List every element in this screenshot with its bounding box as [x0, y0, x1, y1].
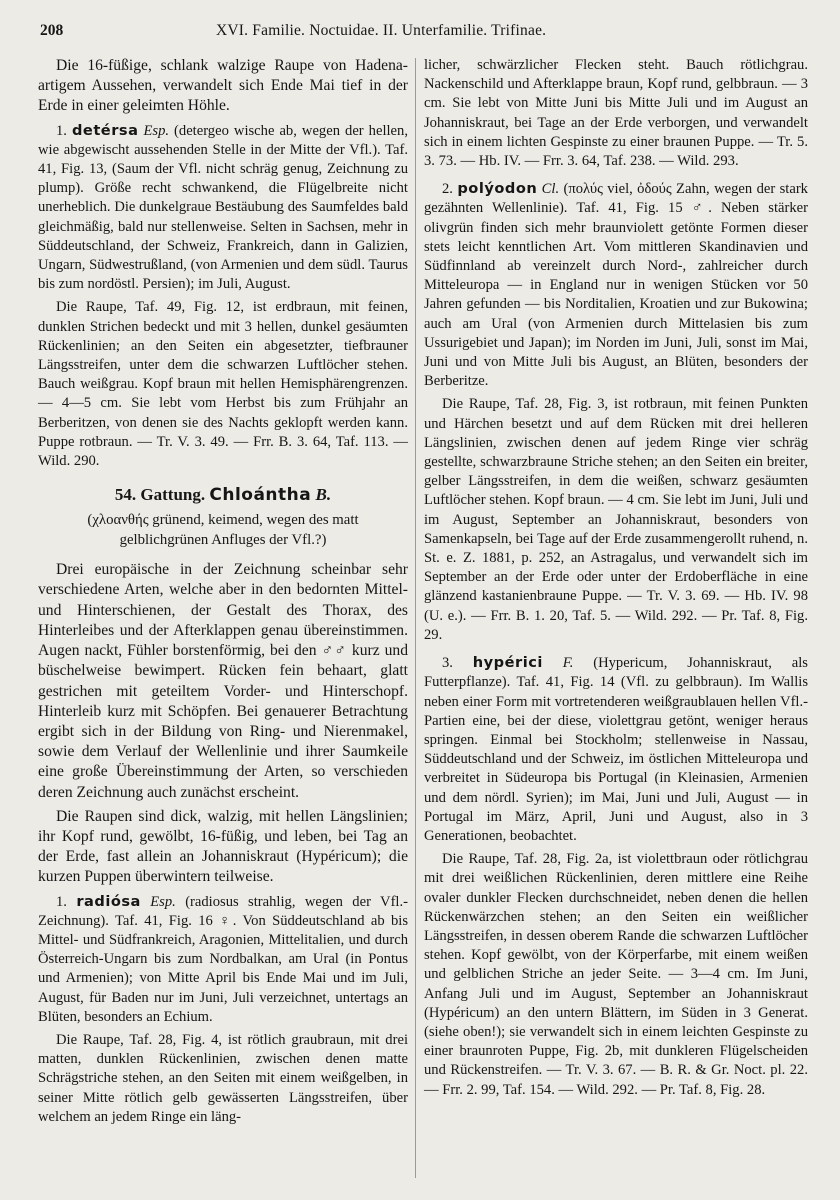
- species-author: Cl.: [541, 181, 560, 198]
- column-divider: [415, 58, 416, 1178]
- species-number: 3.: [442, 655, 453, 672]
- larva-paragraph-polyodon: Die Raupe, Taf. 28, Fig. 3, ist rotbraun, mit feinen Punkten und Härchen besetzt und auf dem Rücken mit drei helleren Längslinien, zwischen denen auf jedem Ringe vier schräg gestellte, schwarzbraune Striche stehen; an den Seiten ein breiter, gelber Längsstreifen, in dem die weißen, schwarz gesäumten Luftlöcher stehen. Kopf braun. — 4 cm. Sie lebt im Juni, Juli und im August, September an Johanniskraut, besonders von Samenkapseln, bei Tage auf der Erde zusammengerollt ruhend, n. St. e. Z. 1881, p. 252, an Astragalus, und verwandelt sich im September an der Erde oder unter der Erdoberfläche in eine glänzend kastanienbraune Puppe. — Tr. V. 3. 69. — Hb. IV. 98 (U. e.). — Frr. B. 1. 20, Taf. 5. — Wild. 292. — Pr. Taf. 8, Fig. 29.: [424, 396, 808, 643]
- species-entry-hyperici: [424, 653, 808, 846]
- genus-name: Chloántha: [209, 485, 312, 506]
- genus-author: B.: [315, 485, 332, 505]
- larva-paragraph-detersa: Die Raupe, Taf. 49, Fig. 12, ist erdbraun, mit feinen, dunklen Strichen bedeckt und mit 3 hellen, dunkel gesäumten Rückenlinien; an den Seiten ein abgesetzter, tiefbrauner Längsstreifen, unter dem die schwarzen Luftlöcher stehen. Bauch weißgrau. Kopf braun mit hellen Hemisphärengrenzen. — 4—5 cm. Sie lebt vom Herbst bis zum Frühjahr an Berberitzen, von denen sie des Nachts geklopft werden kann. Puppe rotbraun. — Tr. V. 3. 49. — Frr. B. 3. 64, Taf. 113. — Wild. 290.: [38, 299, 408, 470]
- species-entry-polyodon: [424, 179, 808, 391]
- species-author: Esp.: [150, 893, 176, 910]
- species-description: (Hypericum, Johanniskraut, als Futterpflanze). Taf. 41, Fig. 14 (Vfl. zu gelbbraun). Im Wallis neben einer Form mit vortretenderen weißgraublauen hellen Vfl.-Partien eine, bei der diese, violettgrau getönt, weniger heraus springen. Einmal bei Stockholm; stellenweise in Nassau, Süddeutschland und der Schweiz, im östlichen Mitteleuropa und verbreitet in Südeuropa bis Portugal (in Kleinasien, Armenien und dem nördl. Syrien); im Mai, Juni und Juli, August — in Portugal im März, April, Juni und August, also in 3 Generationen, beobachtet.: [424, 655, 808, 844]
- genus-prefix: 54. Gattung.: [114, 485, 206, 505]
- species-author: Esp.: [143, 122, 170, 139]
- species-description: (πολύς viel, ὀδούς Zahn, wegen der stark gezähnten Wellenlinie). Taf. 41, Fig. 15 ♂. Neben stärker olivgrün finden sich mehr braunviolett getönte Formen dieser stets leicht kenntlichen Art. Vom mittleren Skandinavien und Südfinnland ab vereinzelt durch Nord-, zahlreicher durch Mitteleuropa — in England nur in wenigen Stücken vor 50 Jahren gefunden — bis Norditalien, Kroatien und zur Bukowina; auch am Ural (von Armenien durch Mittelasien bis zum Ussurigebiet und Japan); im Norden im Juni, Juli, sonst im Mai, Juni und von Mitte Juli bis August, an Blüten, besonders der Berberitze.: [424, 181, 808, 390]
- species-description: (detergeo wische ab, wegen der hellen, wie abgewischt aussehenden Stelle in der Mitte der Vfl.). Taf. 41, Fig. 13, (Saum der Vfl. nicht schräg genug, Zeichnung zu plump). Größe recht schwankend, die Flügelbreite nicht unerheblich. Die dunkelgraue Bestäubung des Saumfeldes bald gleichmäßig, bald nur stellenweise. Selten in Sachsen, mehr in Süddeutschland, der Schweiz, Frankreich, dann in Galizien, Ungarn, Südwestrußland, (von Armenien und dem südl. Taurus bis zum nordöstl. Persien); im Juli, August.: [38, 122, 408, 293]
- right-column: [424, 56, 808, 1104]
- species-entry-radiosa: [38, 892, 408, 1027]
- genus-description: Drei europäische in der Zeichnung scheinbar sehr verschiedene Arten, welche aber in den bedornten Mittel- und Hinterschienen, der Gestalt des Thorax, des Hinterleibes und der Afterklappen genau übereinstimmen. Augen nackt, Fühler borstenförmig, bei den ♂♂ kurz und büschelweise bewimpert. Rücken fein behaart, glatt gestrichen mit geteiltem Vorder- und Hinterschopf. Hinterleib kurz mit Schöpfen. Bei genauerer Betrachtung ergibt sich in der Bildung von Ring- und Nierenmakel, sowie dem Verlauf der Wellenlinie und ihrer Saumkeile eine große Übereinstimmung der Arten, so verschieden deren Zeichnung auch zunächst erscheint.: [38, 561, 408, 801]
- species-name: polýodon: [457, 180, 538, 198]
- species-name: detérsa: [71, 121, 139, 139]
- genus-heading: [38, 485, 408, 505]
- genus-etymology: (χλοανθής grünend, keimend, wegen des matt gelblichgrünen Anfluges der Vfl.?): [87, 512, 359, 548]
- genus-larvae-description: Die Raupen sind dick, walzig, mit hellen Längslinien; ihr Kopf rund, gewölbt, 16-füßig, und leben, bei Tag an der Erde, fast allein an Johanniskraut (Hypéricum); die kurzen Puppen überwintern teilweise.: [38, 807, 408, 886]
- species-number: 2.: [442, 181, 453, 198]
- species-number: 1.: [56, 122, 67, 139]
- left-column: [38, 56, 408, 1131]
- species-entry-detersa: [38, 121, 408, 295]
- running-head: XVI. Familie. Noctuidae. II. Unterfamilie. Trifinae.: [216, 22, 547, 39]
- intro-paragraph: Die 16-füßige, schlank walzige Raupe von Hadena-artigem Aussehen, verwandelt sich Ende Mai tief in der Erde in einer geleimten Höhle.: [38, 57, 408, 115]
- species-description: (radiosus strahlig, wegen der Vfl.-Zeichnung). Taf. 41, Fig. 16 ♀. Von Süddeutschland ab bis Mittel- und Südfrankreich, Aragonien, Mittelitalien, und durch Österreich-Ungarn bis zum Nordbalkan, am Ural (in Pontus und Armenien); von Mitte April bis Ende Mai und im Juli, August, für Baden nur im Juni, Juli verzeichnet, untertags an Blüten, besonders an Echium.: [38, 893, 408, 1025]
- page-number: 208: [40, 22, 64, 39]
- page-header: [38, 22, 806, 46]
- species-name: radiósa: [76, 892, 141, 910]
- larva-paragraph-radiosa-continued: licher, schwärzlicher Flecken steht. Bauch rötlichgrau. Nackenschild und Afterklappe braun, Kopf rund, gelbbraun. — 3 cm. Sie lebt von Mitte Juni bis Mitte Juli und im August an Johanniskraut, bei Tage an der Erde verborgen, und verwandelt sich in einem lichten Gespinste zu einer braunen Puppe. — Tr. 5. 3. 73. — Hb. IV. — Frr. 3. 64, Taf. 238. — Wild. 293.: [424, 57, 808, 170]
- species-number: 1.: [56, 893, 67, 910]
- larva-paragraph-hyperici: Die Raupe, Taf. 28, Fig. 2a, ist violettbraun oder rötlichgrau mit drei weißlichen Rückenlinien, deren mittlere eine Reihe ovaler dunkler Flecken durchschneidet, neben denen die hellen Rückenwärzchen stehen; an den Seiten ein weißlicher Längsstreifen, in dessen oberem Rande die schwarzen Luftlöcher stehen. Kopf gewölbt, von der Körperfarbe, mit einem weißen und gelblichen Striche an jeder Seite. — 3—4 cm. Im Juni, Anfang Juli und im August, September an Johanniskraut (Hypéricum) an den untern Blättern, im Süden in 3 Generat. (siehe oben!); sie verwandelt sich in einem leichten Gespinste zu einer braunroten Puppe, Fig. 2b, mit dunkleren Flügelscheiden und Rückenstreifen. — Tr. V. 3. 67. — B. R. & Gr. Noct. pl. 22. — Frr. 2. 99, Taf. 154. — Wild. 292. — Pr. Taf. 8, Fig. 28.: [424, 851, 808, 1098]
- species-name: hypérici: [472, 654, 543, 672]
- larva-paragraph-radiosa: Die Raupe, Taf. 28, Fig. 4, ist rötlich graubraun, mit drei matten, dunklen Rückenlinien, zwischen denen matte Schrägstriche stehen, an den Seiten mit einem weißgelben, in seiner Mitte rötlich gelb gewässerten Längsstreifen, über welchem an jedem Ringe ein läng-: [38, 1031, 408, 1125]
- species-author: F.: [562, 655, 574, 672]
